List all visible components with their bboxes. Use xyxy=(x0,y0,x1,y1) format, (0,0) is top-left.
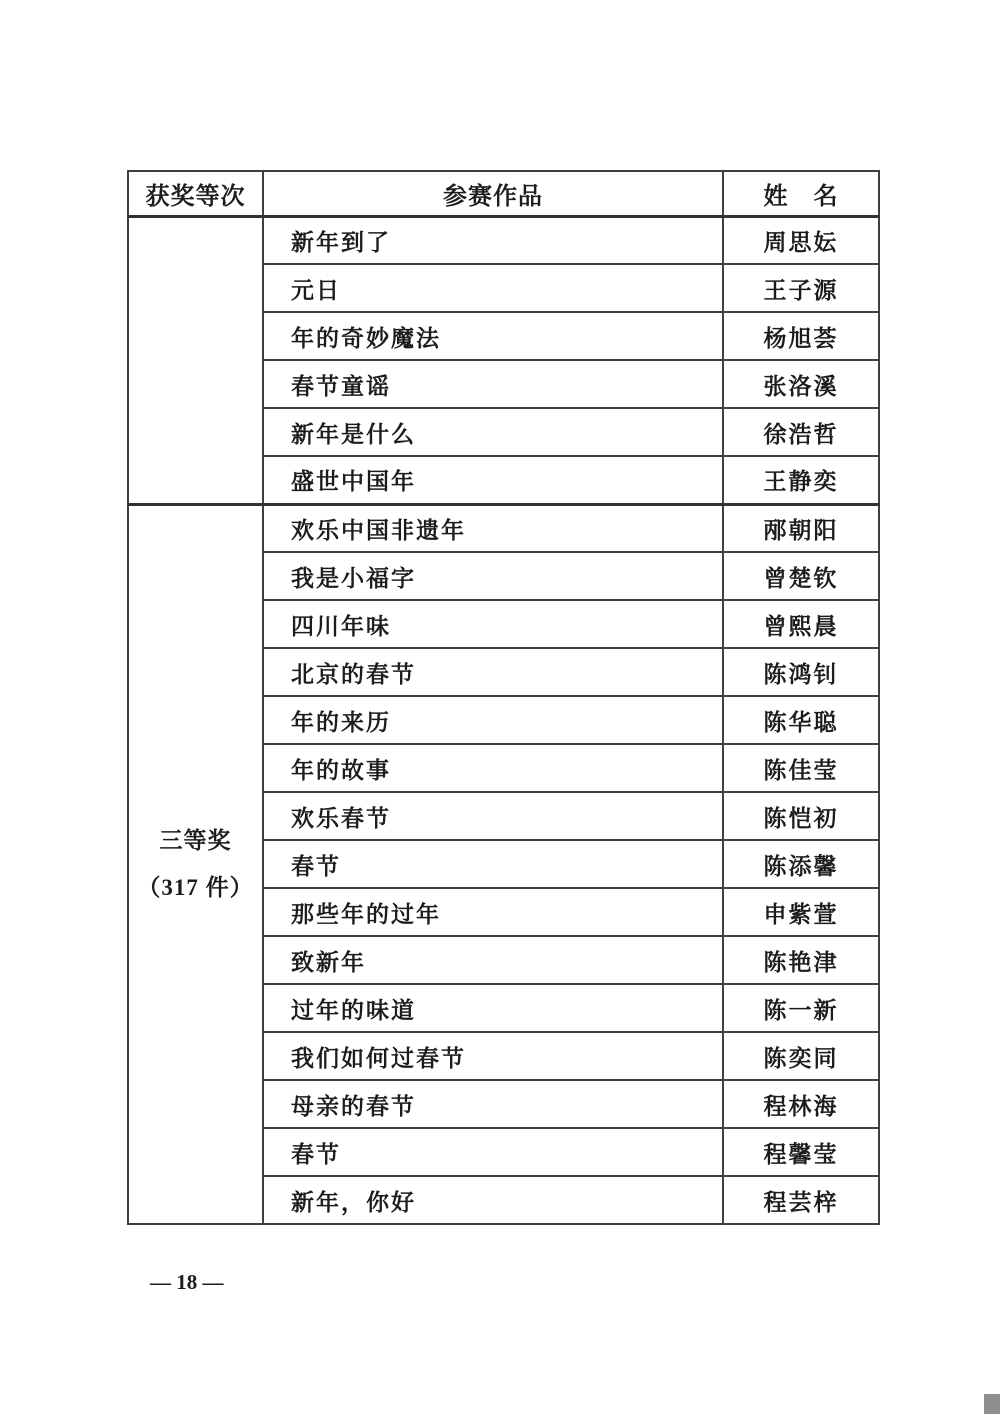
name-cell: 邴朝阳 xyxy=(723,504,879,552)
name-cell: 陈佳莹 xyxy=(723,744,879,792)
work-cell: 新年到了 xyxy=(263,216,723,264)
work-cell: 春节 xyxy=(263,840,723,888)
work-cell: 新年是什么 xyxy=(263,408,723,456)
name-cell: 周思妘 xyxy=(723,216,879,264)
page-number: — 18 — xyxy=(150,1270,224,1294)
name-cell: 陈奕同 xyxy=(723,1032,879,1080)
name-cell: 曾熙晨 xyxy=(723,600,879,648)
work-cell: 新年，你好 xyxy=(263,1176,723,1224)
column-header-name: 姓 名 xyxy=(723,171,879,216)
table-row xyxy=(128,504,879,552)
column-header-work: 参赛作品 xyxy=(263,171,723,216)
award-cell-third-prize xyxy=(128,504,263,1224)
work-cell: 那些年的过年 xyxy=(263,888,723,936)
name-cell: 陈华聪 xyxy=(723,696,879,744)
name-cell: 陈鸿钊 xyxy=(723,648,879,696)
work-cell: 年的奇妙魔法 xyxy=(263,312,723,360)
award-cell-empty xyxy=(128,216,263,504)
work-cell: 年的故事 xyxy=(263,744,723,792)
name-cell: 程芸梓 xyxy=(723,1176,879,1224)
scan-artifact-gray-patch xyxy=(984,1394,1000,1414)
column-header-award: 获奖等次 xyxy=(128,171,263,216)
name-cell: 王子源 xyxy=(723,264,879,312)
name-cell: 陈一新 xyxy=(723,984,879,1032)
name-cell: 申紫萱 xyxy=(723,888,879,936)
name-cell: 陈艳津 xyxy=(723,936,879,984)
work-cell: 元日 xyxy=(263,264,723,312)
name-cell: 杨旭荟 xyxy=(723,312,879,360)
name-cell: 陈添馨 xyxy=(723,840,879,888)
work-cell: 北京的春节 xyxy=(263,648,723,696)
work-cell: 春节童谣 xyxy=(263,360,723,408)
name-cell: 王静奕 xyxy=(723,456,879,504)
work-cell: 过年的味道 xyxy=(263,984,723,1032)
award-table xyxy=(127,170,880,1225)
work-cell: 盛世中国年 xyxy=(263,456,723,504)
name-cell: 陈恺初 xyxy=(723,792,879,840)
award-count: （317 件） xyxy=(137,875,254,901)
work-cell: 年的来历 xyxy=(263,696,723,744)
work-cell: 我是小福字 xyxy=(263,552,723,600)
work-cell: 我们如何过春节 xyxy=(263,1032,723,1080)
table-header-row xyxy=(128,171,879,216)
work-cell: 致新年 xyxy=(263,936,723,984)
work-cell: 欢乐春节 xyxy=(263,792,723,840)
name-cell: 曾楚钦 xyxy=(723,552,879,600)
work-cell: 四川年味 xyxy=(263,600,723,648)
table-row xyxy=(128,216,879,264)
name-cell: 徐浩哲 xyxy=(723,408,879,456)
work-cell: 母亲的春节 xyxy=(263,1080,723,1128)
name-cell: 程馨莹 xyxy=(723,1128,879,1176)
work-cell: 春节 xyxy=(263,1128,723,1176)
name-cell: 张洛溪 xyxy=(723,360,879,408)
award-label: 三等奖 xyxy=(159,828,232,854)
work-cell: 欢乐中国非遗年 xyxy=(263,504,723,552)
name-cell: 程林海 xyxy=(723,1080,879,1128)
